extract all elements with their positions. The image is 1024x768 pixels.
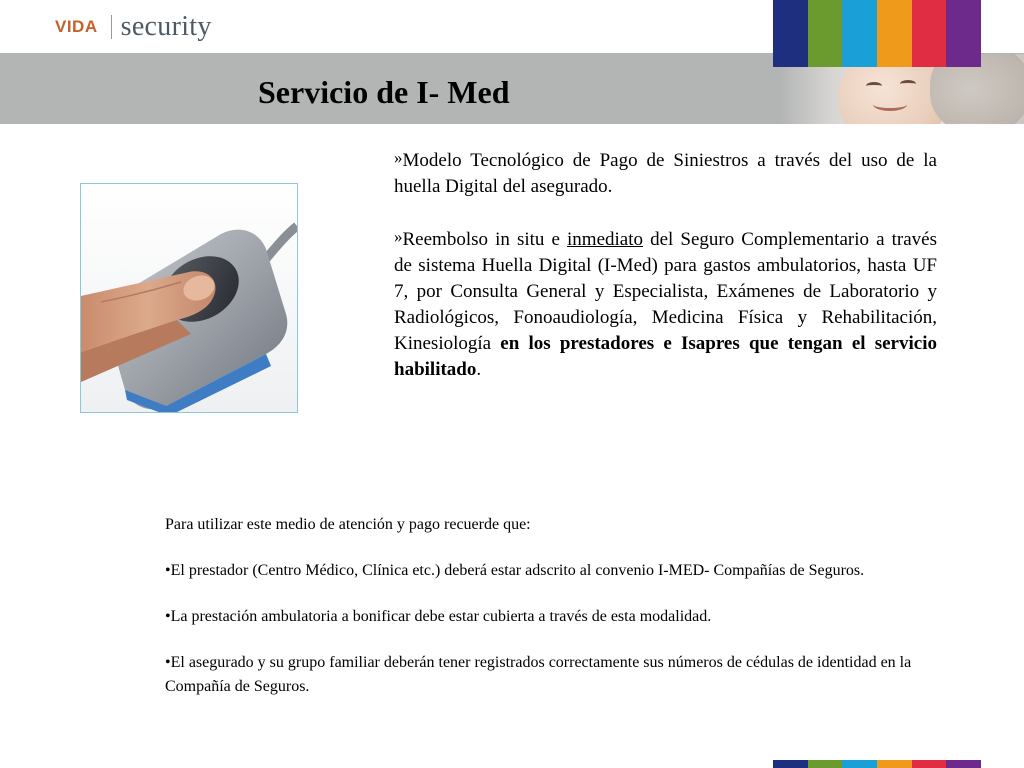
note-item: •El prestador (Centro Médico, Clínica etc.) deberá estar adscrito al convenio I-MED- Compañías de Seguros. bbox=[165, 562, 865, 579]
stripe bbox=[842, 0, 877, 67]
bullet-text: Modelo Tecnológico de Pago de Siniestros a través del uso de la huella Digital del asegurado. bbox=[394, 150, 937, 197]
list-item bbox=[394, 227, 937, 383]
bullet-marker: » bbox=[394, 227, 403, 246]
underlined-text: inmediato bbox=[567, 229, 643, 250]
color-stripes-bottom bbox=[773, 760, 981, 768]
page-title: Servicio de I- Med bbox=[258, 74, 510, 110]
notes-section bbox=[165, 513, 965, 721]
notes-intro: Para utilizar este medio de atención y pago recuerde que: bbox=[165, 516, 531, 533]
stripe bbox=[912, 0, 947, 67]
stripe bbox=[773, 0, 808, 67]
logo-name: security bbox=[120, 11, 212, 42]
bullet-text: del Seguro Complementario a través de sistema Huella Digital (I-Med) para gastos ambulatorios, hasta UF 7, por Consulta General y Especialista, Exámenes de Laboratorio y Radiológicos, Fonoaudiología, Medicina Física y Rehabilitación, Kinesiología bbox=[394, 229, 937, 354]
fingerprint-reader-icon bbox=[80, 183, 298, 413]
logo-brand: VIDA bbox=[55, 17, 98, 36]
eye-icon bbox=[866, 82, 882, 90]
note-item: •La prestación ambulatoria a bonificar debe estar cubierta a través de esta modalidad. bbox=[165, 608, 712, 625]
stripe bbox=[946, 760, 981, 768]
stripe bbox=[912, 760, 947, 768]
stripe bbox=[877, 760, 912, 768]
stripe bbox=[773, 760, 808, 768]
vida-security-logo bbox=[55, 10, 212, 44]
smile-icon bbox=[873, 98, 907, 111]
bullet-marker: » bbox=[394, 148, 403, 167]
stripe bbox=[842, 760, 877, 768]
bullet-list bbox=[394, 148, 937, 410]
stripe bbox=[808, 0, 843, 67]
note-item: •El asegurado y su grupo familiar deberán tener registrados correctamente sus números de cédulas de identidad en la Compañía de Seguros. bbox=[165, 654, 912, 695]
stripe bbox=[808, 760, 843, 768]
stripe bbox=[877, 0, 912, 67]
eye-icon bbox=[900, 80, 916, 88]
color-stripes-top bbox=[773, 0, 981, 67]
logo-divider bbox=[111, 15, 112, 39]
bullet-text: Reembolso in situ e bbox=[402, 229, 568, 250]
bullet-end: . bbox=[476, 359, 482, 380]
stripe bbox=[946, 0, 981, 67]
list-item bbox=[394, 148, 937, 200]
bold-text: en los prestadores e Isapres que tengan el servicio habilitado bbox=[394, 333, 937, 380]
